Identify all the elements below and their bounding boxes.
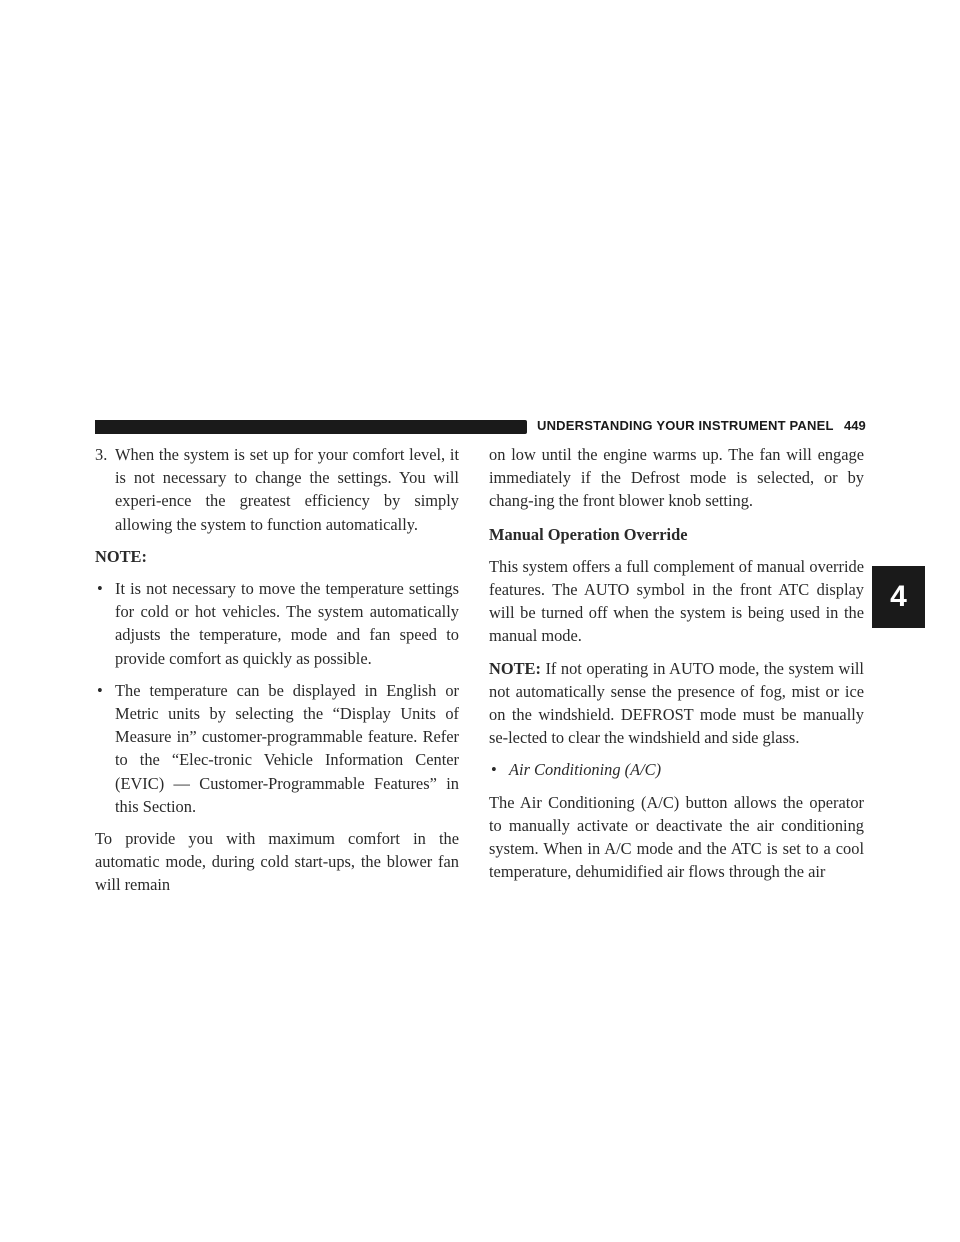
header-bar <box>95 420 527 434</box>
page-number: 449 <box>844 418 866 433</box>
section-title: UNDERSTANDING YOUR INSTRUMENT PANEL <box>537 418 834 433</box>
paragraph-continued: on low until the engine warms up. The fan will engage immediately if the Defrost mode is selected, or by chang-ing the front blower knob setting. <box>489 445 864 511</box>
note-paragraph <box>489 657 864 750</box>
bullet-dot: • <box>97 680 103 700</box>
left-column <box>95 443 459 897</box>
note-label: NOTE: <box>489 658 541 678</box>
note-label: NOTE: <box>95 546 147 566</box>
paragraph-override: This system offers a full complement of manual override features. The AUTO symbol in the front ATC display will be turned off when the system is being used in the manual mode. <box>489 556 864 646</box>
bullet-text: Air Conditioning (A/C) <box>509 760 662 780</box>
bullet-dot: • <box>97 579 103 599</box>
note-bullet-2 <box>95 679 459 818</box>
bullet-text: It is not necessary to move the temperature settings for cold or hot vehicles. The system automatically adjusts the temperature, mode and fan speed to provide comfort as quickly as possible. <box>115 579 459 668</box>
note-bullet-1 <box>95 577 459 670</box>
paragraph-comfort: To provide you with maximum comfort in the automatic mode, during cold start-ups, the blower fan will remain <box>95 829 459 895</box>
bullet-air-conditioning <box>489 758 864 781</box>
paragraph-ac: The Air Conditioning (A/C) button allows the operator to manually activate or deactivate the air conditioning system. When in A/C mode and the ATC is set to a cool temperature, dehumidified air flows through the air <box>489 792 864 882</box>
note-text: If not operating in AUTO mode, the system will not automatically sense the presence of fog, mist or ice on the windshield. DEFROST mode must be manually se-lected to clear the windshield and side glass. <box>489 658 864 748</box>
bullet-text: The temperature can be displayed in English or Metric units by selecting the “Display Units of Measure in” customer-programmable feature. Refer to the “Elec-tronic Vehicle Information Center (EVIC) — Customer-Programmable Features” in this Section. <box>115 680 459 816</box>
step-number: 3. <box>95 445 108 464</box>
numbered-step-3 <box>95 443 459 536</box>
bullet-dot: • <box>491 760 497 780</box>
chapter-tab: 4 <box>872 566 925 628</box>
right-column <box>489 443 864 883</box>
subheading-manual-override: Manual Operation Override <box>489 524 688 544</box>
step-text: When the system is set up for your comfort level, it is not necessary to change the settings. You will experi-ence the greatest efficiency by simply allowing the system to function automatically. <box>115 445 459 534</box>
